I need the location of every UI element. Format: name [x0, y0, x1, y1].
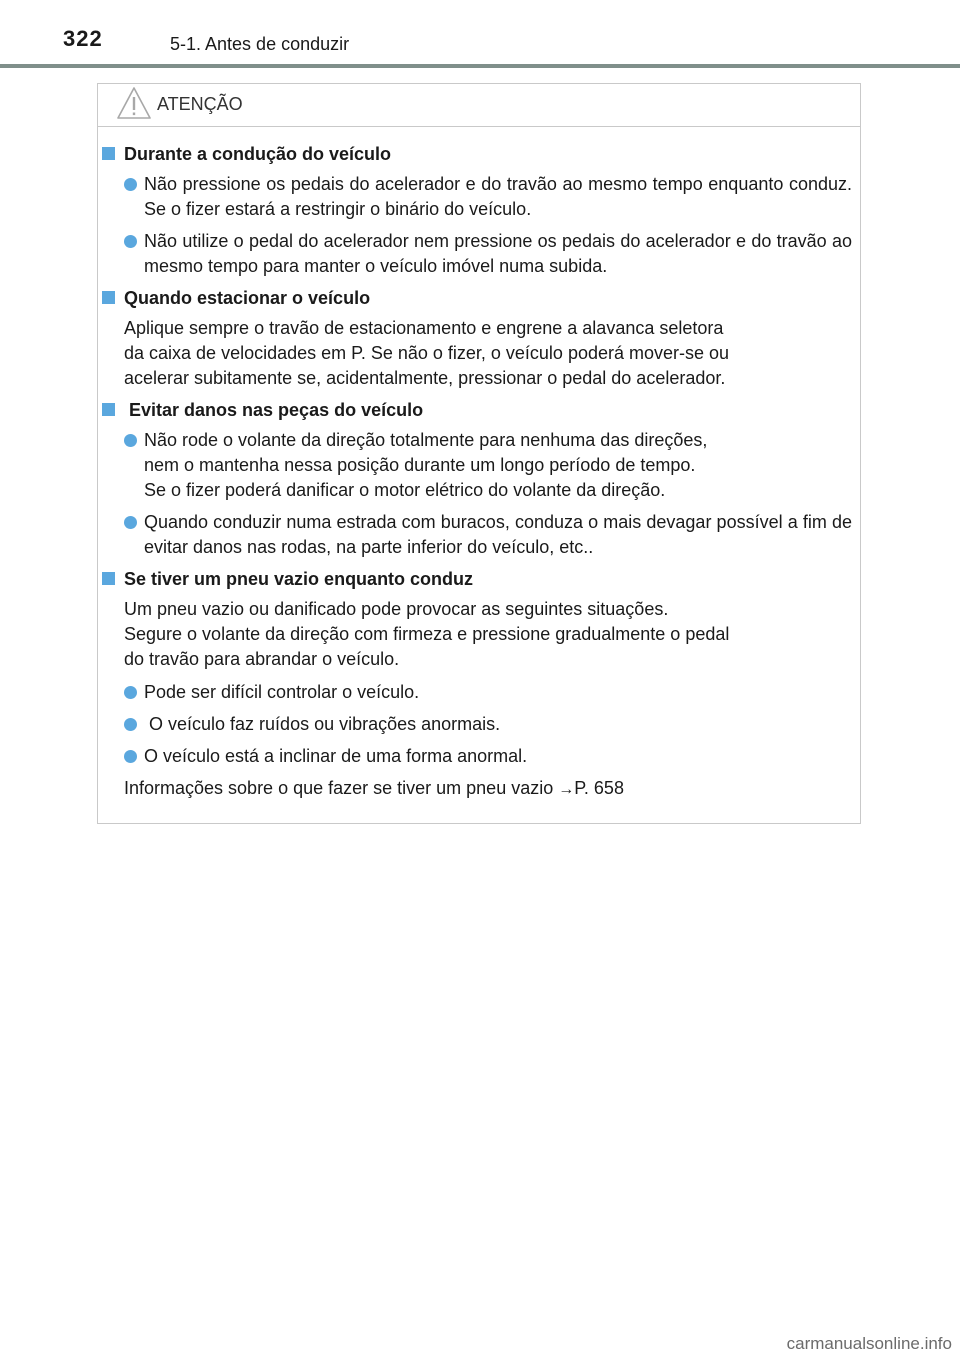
circle-bullet-icon — [124, 178, 137, 191]
header-rule — [0, 64, 960, 68]
bullet-item: Não rode o volante da direção totalmente para nenhuma das direções, nem o mantenha nessa posição durante um longo período de tempo. Se o fizer poderá danificar o motor elétrico do volante da direção. — [98, 428, 860, 503]
section-heading: Durante a condução do veículo — [98, 142, 860, 166]
warning-header — [98, 84, 860, 127]
bullet-item: O veículo faz ruídos ou vibrações anormais. — [98, 712, 860, 737]
square-bullet-icon — [102, 147, 115, 160]
paragraph: Um pneu vazio ou danificado pode provocar as seguintes situações. Segure o volante da direção com firmeza e pressione gradualmente o pedal do travão para abrandar o veículo. — [124, 599, 730, 669]
bullet-item: Não pressione os pedais do acelerador e do travão ao mesmo tempo enquanto conduz. Se o fizer estará a restringir o binário do veículo. — [98, 172, 860, 222]
section-heading: Quando estacionar o veículo — [98, 286, 860, 310]
warning-label: ATENÇÃO — [157, 94, 243, 114]
page-link[interactable]: P. 658 — [574, 778, 624, 798]
square-bullet-icon — [102, 403, 115, 416]
bullet-item: Não utilize o pedal do acelerador nem pressione os pedais do acelerador e do travão ao mesmo tempo para manter o veículo imóvel numa subida. — [98, 229, 860, 279]
section-title: 5-1. Antes de conduzir — [170, 34, 350, 54]
section-heading: Evitar danos nas peças do veículo — [98, 398, 860, 422]
warning-triangle-icon — [116, 86, 152, 120]
warning-box — [97, 83, 861, 824]
warning-content — [98, 142, 860, 809]
bullet-item: Quando conduzir numa estrada com buracos, conduza o mais devagar possível a fim de evitar danos nas rodas, na parte inferior do veículo, etc.. — [98, 510, 860, 560]
bullet-item: Pode ser difícil controlar o veículo. — [98, 680, 860, 705]
page-reference: Informações sobre o que fazer se tiver um pneu vazio →P. 658 — [124, 778, 624, 798]
page-number: 322 — [63, 26, 103, 51]
section-heading: Se tiver um pneu vazio enquanto conduz — [98, 567, 860, 591]
square-bullet-icon — [102, 572, 115, 585]
circle-bullet-icon — [124, 750, 137, 763]
paragraph: Aplique sempre o travão de estacionamento e engrene a alavanca seletora da caixa de velocidades em P. Se não o fizer, o veículo poderá mover-se ou acelerar subitamente se, acidentalmente, pressionar o pedal do acelerador. — [124, 318, 730, 388]
circle-bullet-icon — [124, 235, 137, 248]
bullet-item: O veículo está a inclinar de uma forma anormal. — [98, 744, 860, 769]
circle-bullet-icon — [124, 434, 137, 447]
arrow-right-icon: → — [558, 781, 575, 798]
watermark: carmanualsonline.info — [786, 1334, 952, 1353]
circle-bullet-icon — [124, 686, 137, 699]
circle-bullet-icon — [124, 516, 137, 529]
square-bullet-icon — [102, 291, 115, 304]
circle-bullet-icon — [124, 718, 137, 731]
